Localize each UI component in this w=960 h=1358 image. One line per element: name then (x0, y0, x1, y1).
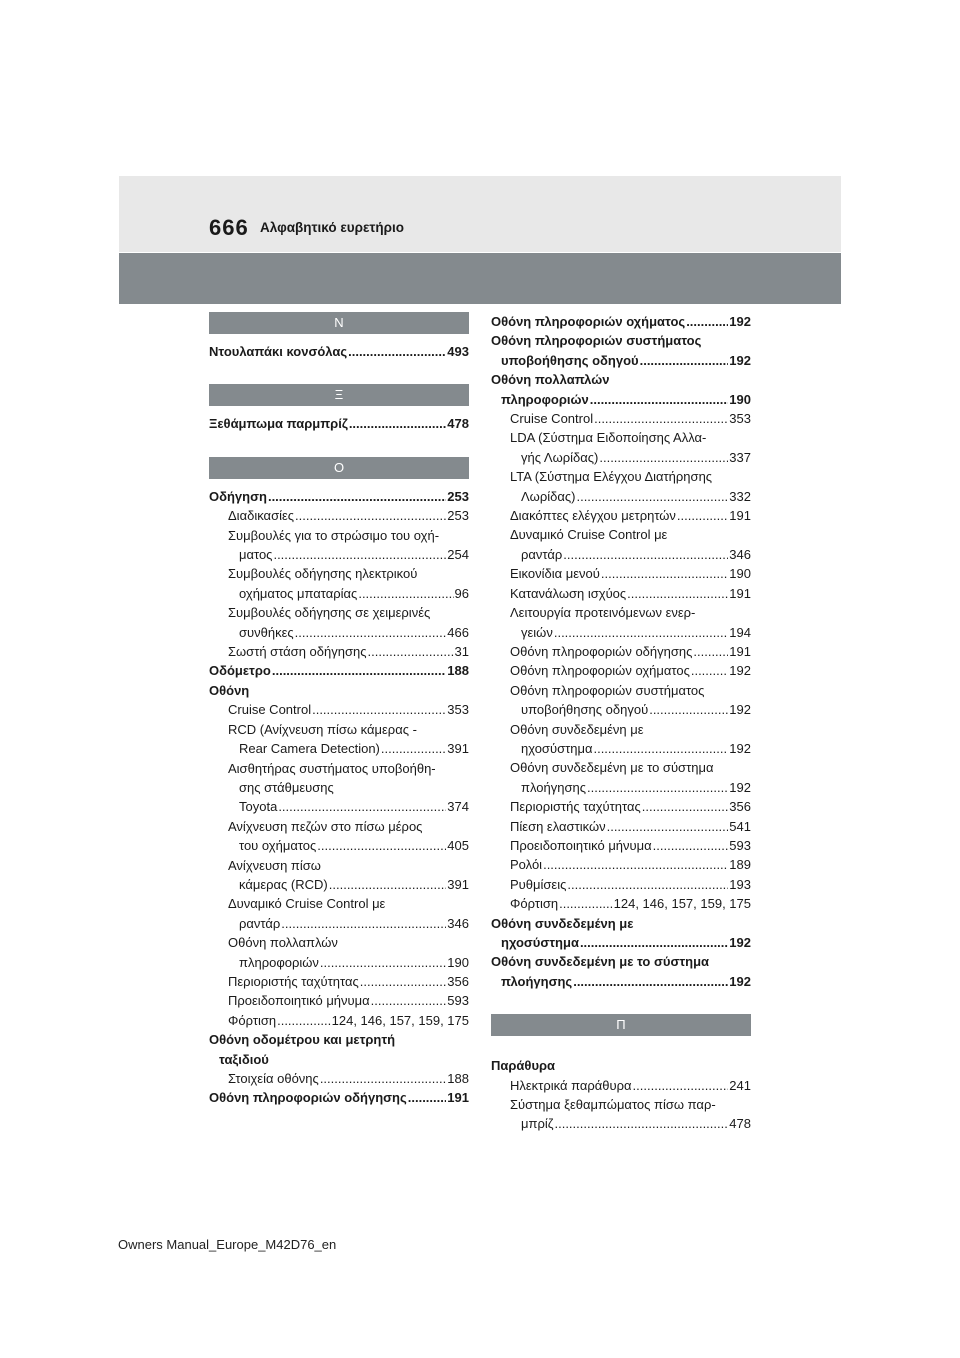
index-subentry[interactable]: Κατανάλωση ισχύος ..... 191 (491, 584, 751, 603)
index-heading: Οθόνη συνδεδεμένη με το σύστημα (491, 954, 710, 970)
index-entry[interactable]: Ξεθάμπωμα παρμπρίζ ..... 478 (209, 414, 469, 433)
index-subentry[interactable]: του οχήματος ..... 405 (209, 836, 469, 855)
index-subentry[interactable]: Rear Camera Detection) ..... 391 (209, 739, 469, 758)
index-heading: Οθόνη πληροφοριών συστήματος (491, 333, 702, 349)
header-dark-band (119, 253, 841, 304)
index-subentry-text: Αισθητήρας συστήματος υποβοήθη- (228, 760, 436, 776)
index-entry[interactable]: πλοήγησης ..... 192 (491, 972, 751, 991)
index-entry[interactable]: Ντουλαπάκι κονσόλας ..... 493 (209, 342, 469, 361)
index-subentry[interactable]: υποβοήθησης οδηγού ..... 192 (491, 700, 751, 719)
index-subentry[interactable]: ηχοσύστημα ..... 192 (491, 739, 751, 758)
index-heading: Οθόνη οδομέτρου και μετρητή (209, 1032, 396, 1048)
index-subentry-text: Δυναμικό Cruise Control με (228, 896, 386, 912)
index-subentry-text: Οθόνη πληροφοριών συστήματος (510, 682, 705, 698)
index-subentry-text: Συμβουλές οδήγησης σε χειμερινές (228, 605, 431, 621)
index-subentry[interactable]: Διαδικασίες ..... 253 (209, 506, 469, 525)
letter-bar-ks: Ξ (209, 384, 469, 406)
index-subentry-text: σης στάθμευσης (239, 779, 334, 795)
index-entry[interactable]: Οδήγηση ..... 253 (209, 487, 469, 506)
index-subentry[interactable]: Οθόνη πληροφοριών οχήματος ..... 192 (491, 661, 751, 680)
section-title: Αλφαβητικό ευρετήριο (260, 220, 405, 235)
index-entry[interactable]: ηχοσύστημα ..... 192 (491, 933, 751, 952)
index-subentry[interactable]: Ρυθμίσεις ..... 193 (491, 875, 751, 894)
index-subentry[interactable]: κάμερας (RCD) ..... 391 (209, 875, 469, 894)
index-subentry-text: Λειτουργία προτεινόμενων ενερ- (510, 605, 696, 621)
index-subentry[interactable]: Στοιχεία οθόνης ..... 188 (209, 1069, 469, 1088)
index-subentry[interactable]: Toyota ..... 374 (209, 797, 469, 816)
letter-bar-p: Π (491, 1014, 751, 1036)
index-subentry-text: Οθόνη συνδεδεμένη με (510, 721, 644, 737)
index-subentry-text: Ανίχνευση πίσω (228, 857, 321, 873)
footer-text: Owners Manual_Europe_M42D76_en (118, 1237, 337, 1252)
index-column-right (491, 312, 751, 1134)
index-subentry[interactable]: ραντάρ ..... 346 (209, 914, 469, 933)
index-subentry[interactable]: Εικονίδια μενού ..... 190 (491, 564, 751, 583)
index-subentry-text: RCD (Ανίχνευση πίσω κάμερας - (228, 721, 417, 737)
index-subentry[interactable]: Οθόνη πληροφοριών οδήγησης ..... 191 (491, 642, 751, 661)
index-subentry[interactable]: Cruise Control ..... 353 (209, 700, 469, 719)
index-subentry-text: Οθόνη συνδεδεμένη με το σύστημα (510, 760, 714, 776)
page-number: 666 (209, 215, 249, 240)
index-subentry-text: Οθόνη πολλαπλών (228, 935, 338, 951)
index-subentry[interactable]: Ηλεκτρικά παράθυρα ..... 241 (491, 1076, 751, 1095)
letter-bar-n: Ν (209, 312, 469, 334)
index-subentry[interactable]: Πίεση ελαστικών ..... 541 (491, 817, 751, 836)
index-subentry[interactable]: Λωρίδας) ..... 332 (491, 487, 751, 506)
index-subentry[interactable]: Ρολόι ..... 189 (491, 855, 751, 874)
index-subentry[interactable]: ραντάρ ..... 346 (491, 545, 751, 564)
index-subentry[interactable]: Σωστή στάση οδήγησης ..... 31 (209, 642, 469, 661)
index-entry[interactable]: Οθόνη πληροφοριών οχήματος ..... 192 (491, 312, 751, 331)
index-subentry[interactable]: Φόρτιση ..... 124, 146, 157, 159, 175 (491, 894, 751, 913)
index-subentry[interactable]: Προειδοποιητικό μήνυμα ..... 593 (209, 991, 469, 1010)
index-subentry-text: Δυναμικό Cruise Control με (510, 527, 668, 543)
index-entry[interactable]: Οθόνη πληροφοριών οδήγησης ..... 191 (209, 1088, 469, 1107)
index-entry[interactable]: υποβοήθησης οδηγού ..... 192 (491, 351, 751, 370)
index-subentry[interactable]: γής Λωρίδας) ..... 337 (491, 448, 751, 467)
index-subentry-text: Ανίχνευση πεζών στο πίσω μέρος (228, 818, 423, 834)
index-subentry[interactable]: μπρίζ ..... 478 (491, 1114, 751, 1133)
index-heading: Οθόνη πολλαπλών (491, 372, 610, 388)
index-heading: Παράθυρα (491, 1058, 556, 1074)
index-subentry[interactable]: οχήματος μπαταρίας ..... 96 (209, 584, 469, 603)
index-subentry[interactable]: Περιοριστής ταχύτητας ..... 356 (209, 972, 469, 991)
index-subentry[interactable]: πλοήγησης ..... 192 (491, 778, 751, 797)
index-heading: ταξιδιού (219, 1051, 269, 1067)
letter-bar-o: Ο (209, 457, 469, 479)
index-subentry-text: Σύστημα ξεθαμπώματος πίσω παρ- (510, 1097, 716, 1113)
index-subentry[interactable]: Περιοριστής ταχύτητας ..... 356 (491, 797, 751, 816)
index-subentry-text: LDA (Σύστημα Ειδοποίησης Αλλα- (510, 430, 707, 446)
index-subentry[interactable]: γειών ..... 194 (491, 623, 751, 642)
index-subentry[interactable]: συνθήκες ..... 466 (209, 623, 469, 642)
index-heading: Οθόνη (209, 682, 250, 698)
index-column-left (209, 312, 469, 1108)
index-subentry-text: Συμβουλές για το στρώσιμο του οχή- (228, 527, 440, 543)
index-subentry[interactable]: Διακόπτες ελέγχου μετρητών ..... 191 (491, 506, 751, 525)
index-subentry-text: LTA (Σύστημα Ελέγχου Διατήρησης (510, 469, 713, 485)
index-heading: Οθόνη συνδεδεμένη με (491, 915, 634, 931)
index-subentry-text: Συμβουλές οδήγησης ηλεκτρικού (228, 566, 418, 582)
index-subentry[interactable]: ματος ..... 254 (209, 545, 469, 564)
index-entry[interactable]: πληροφοριών ..... 190 (491, 390, 751, 409)
index-subentry[interactable]: πληροφοριών ..... 190 (209, 953, 469, 972)
index-subentry[interactable]: Φόρτιση ..... 124, 146, 157, 159, 175 (209, 1011, 469, 1030)
index-subentry[interactable]: Cruise Control ..... 353 (491, 409, 751, 428)
index-entry[interactable]: Οδόμετρο ..... 188 (209, 661, 469, 680)
index-subentry[interactable]: Προειδοποιητικό μήνυμα ..... 593 (491, 836, 751, 855)
